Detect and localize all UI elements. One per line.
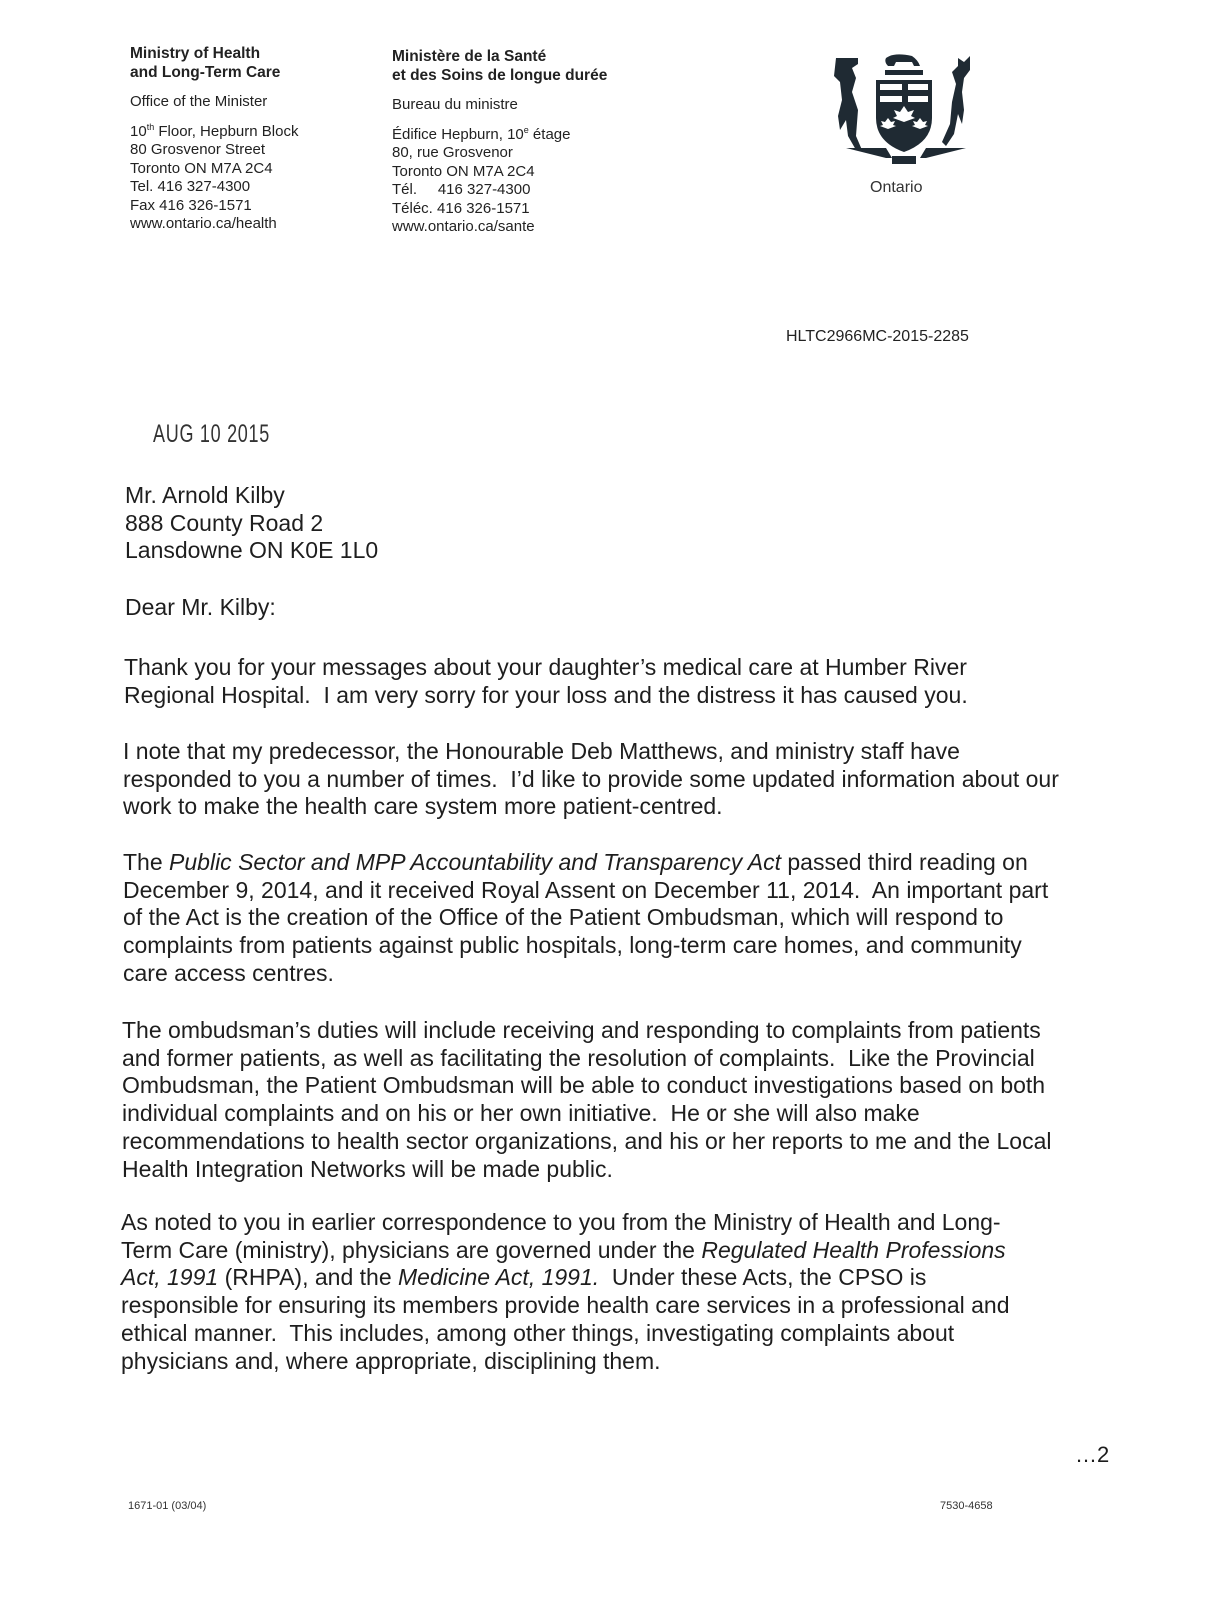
paragraph-line	[121, 1237, 1010, 1265]
city-en: Toronto ON M7A 2C4	[130, 159, 273, 177]
paragraph-5	[121, 1209, 1010, 1375]
text-segment: Regional Hospital. I am very sorry for your loss and the distress it has caused you.	[124, 681, 968, 708]
web-en: www.ontario.ca/health	[130, 215, 277, 232]
ministry-name-fr: Ministère de la Santé	[392, 48, 547, 65]
paragraph-line	[121, 1292, 1010, 1320]
tel-fr: Tél. 416 327-4300	[392, 181, 531, 198]
ministry-name-en: Ministry of Health	[130, 45, 261, 62]
floor-rest-fr: étage	[528, 125, 571, 143]
text-segment: passed third reading on	[780, 849, 1028, 875]
paragraph-line	[121, 1209, 1010, 1237]
recipient-city: Lansdowne ON K0E 1L0	[125, 537, 379, 564]
street-fr: 80, rue Grosvenor	[392, 144, 513, 161]
text-segment: Ombudsman, the Patient Ombudsman will be able to conduct investigations based on both	[122, 1072, 1046, 1099]
paragraph-4	[122, 1017, 1051, 1183]
text-segment: Under these Acts, the CPSO is	[599, 1264, 927, 1291]
paragraph-line	[123, 877, 1048, 905]
paragraph-line	[124, 682, 968, 710]
salutation: Dear Mr. Kilby:	[125, 594, 276, 620]
paragraph-line	[123, 738, 1059, 766]
recipient-address	[125, 482, 378, 565]
text-segment: and former patients, as well as facilitating the resolution of complaints. Like the Provincial	[122, 1044, 1035, 1071]
paragraph-3	[123, 849, 1048, 988]
text-segment: individual complaints and on his or her own initiative. He or she will also make	[122, 1100, 920, 1127]
paragraph-line	[122, 1128, 1051, 1156]
recipient-name: Mr. Arnold Kilby	[125, 482, 285, 508]
paragraph-line	[124, 654, 968, 682]
text-segment: The ombudsman’s duties will include receiving and responding to complaints from patients	[122, 1017, 1041, 1043]
tel-en: Tel. 416 327-4300	[130, 178, 251, 195]
floor-suffix-fr: e	[523, 124, 529, 135]
street-en: 80 Grosvenor Street	[130, 141, 266, 158]
ministry-name-fr-2: et des Soins de longue durée	[392, 66, 608, 84]
text-segment: responded to you a number of times. I’d like to provide some updated information about our	[123, 765, 1059, 792]
letterhead-english	[130, 45, 298, 234]
paragraph-line	[121, 1348, 1010, 1376]
date-stamp: AUG 10 2015	[153, 420, 270, 448]
text-segment: Term Care (ministry), physicians are governed under the	[121, 1236, 702, 1263]
paragraph-line	[121, 1320, 1010, 1348]
text-segment: of the Act is the creation of the Office of the Patient Ombudsman, which will respond to	[123, 904, 1004, 931]
office-en: Office of the Minister	[130, 93, 268, 110]
paragraph-line	[123, 960, 1048, 988]
recipient-street: 888 County Road 2	[125, 509, 324, 536]
ministry-name-en-2: and Long-Term Care	[130, 63, 281, 81]
fax-en: Fax 416 326-1571	[130, 196, 252, 214]
fax-fr: Téléc. 416 326-1571	[392, 199, 530, 217]
address-floor-en	[130, 123, 298, 142]
paragraph-line	[123, 932, 1048, 960]
floor-rest: Floor, Hepburn Block	[154, 122, 299, 140]
text-segment: As noted to you in earlier correspondence to you from the Ministry of Health and Long-	[121, 1209, 1001, 1235]
paragraph-line	[122, 1156, 1051, 1184]
text-segment: The	[123, 849, 170, 875]
paragraph-line	[123, 793, 1059, 821]
paragraph-line	[122, 1045, 1051, 1073]
text-segment: care access centres.	[123, 959, 334, 986]
paragraph-line	[123, 766, 1059, 794]
city-fr: Toronto ON M7A 2C4	[392, 162, 535, 180]
text-segment: Thank you for your messages about your daughter’s medical care at Humber River	[124, 654, 967, 680]
reference-number: HLTC2966MC-2015-2285	[786, 328, 969, 345]
text-segment: I note that my predecessor, the Honourable Deb Matthews, and ministry staff have	[123, 738, 960, 764]
text-segment: recommendations to health sector organizations, and his or her reports to me and the Local	[122, 1127, 1052, 1154]
ontario-wordmark: Ontario	[870, 179, 923, 196]
text-segment: responsible for ensuring its members provide health care services in a professional and	[121, 1292, 1010, 1319]
stock-number: 7530-4658	[940, 1500, 993, 1512]
italic-act-title: Medicine Act, 1991.	[398, 1264, 600, 1291]
paragraph-1	[124, 654, 968, 709]
paragraph-line	[122, 1100, 1051, 1128]
form-number: 1671-01 (03/04)	[128, 1500, 207, 1512]
paragraph-line	[123, 849, 1048, 877]
italic-act-title: Public Sector and MPP Accountability and Transparency Act	[169, 849, 781, 875]
ontario-coat-of-arms-logo	[828, 50, 978, 170]
paragraph-line	[123, 904, 1048, 932]
paragraph-line	[122, 1072, 1051, 1100]
paragraph-line	[122, 1017, 1051, 1045]
text-segment: complaints from patients against public hospitals, long-term care homes, and community	[123, 932, 1022, 959]
text-segment: Health Integration Networks will be made public.	[122, 1155, 613, 1182]
continuation-marker: …2	[1075, 1442, 1110, 1467]
paragraph-line	[121, 1264, 1010, 1292]
italic-act-title: Act, 1991	[121, 1264, 219, 1291]
office-fr: Bureau du ministre	[392, 96, 518, 113]
text-segment: physicians and, where appropriate, disciplining them.	[121, 1347, 661, 1374]
paragraph-2	[123, 738, 1059, 821]
italic-act-title: Regulated Health Professions	[701, 1236, 1006, 1263]
text-segment: December 9, 2014, and it received Royal Assent on December 11, 2014. An important part	[123, 876, 1049, 903]
floor-number: 10	[130, 122, 147, 140]
letterhead-french	[392, 48, 607, 237]
text-segment: ethical manner. This includes, among other things, investigating complaints about	[121, 1319, 955, 1346]
floor-suffix: th	[146, 121, 155, 132]
web-fr: www.ontario.ca/sante	[392, 218, 535, 235]
text-segment: work to make the health care system more patient-centred.	[123, 793, 723, 820]
text-segment: (RHPA), and the	[218, 1264, 398, 1291]
floor-pre: Édifice Hepburn, 10	[392, 125, 524, 143]
address-floor-fr	[392, 126, 607, 145]
